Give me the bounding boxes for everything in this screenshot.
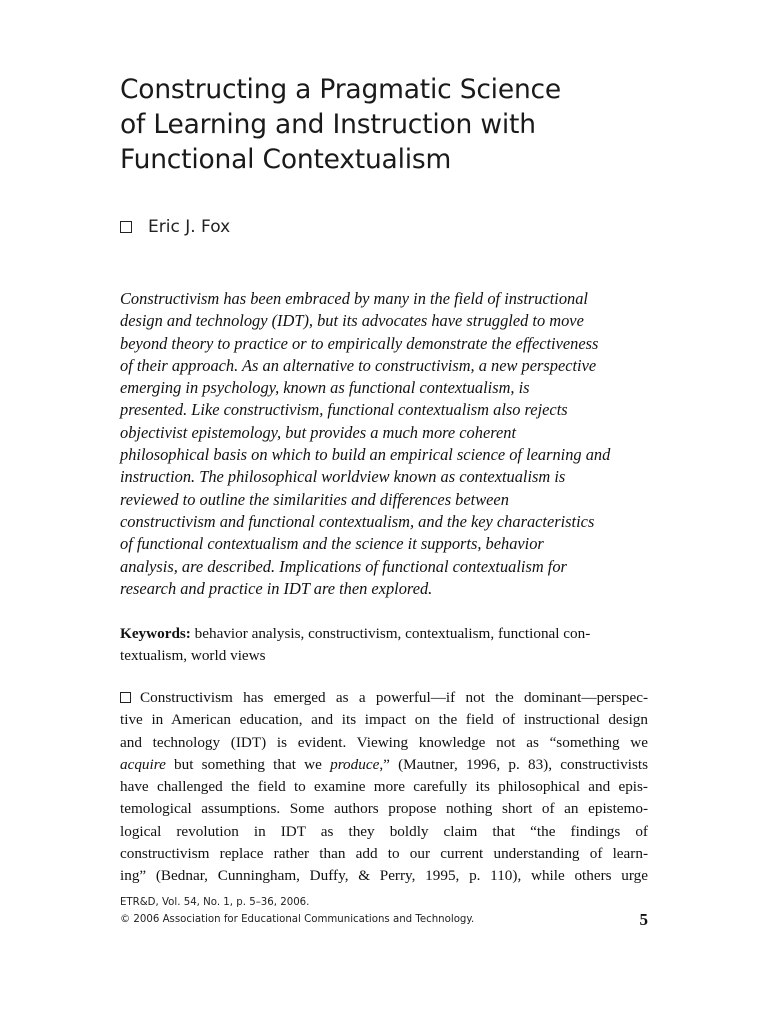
body-line: constructivism replace rather than add to our current understanding of learn-: [120, 845, 648, 863]
author-name: Eric J. Fox: [148, 217, 231, 237]
page-number: 5: [639, 910, 648, 929]
abstract: [120, 288, 640, 600]
title-line: Constructing a Pragmatic Science: [120, 74, 562, 105]
title-line: of Learning and Instruction with: [120, 109, 536, 140]
author-line: [120, 214, 230, 240]
abstract-line: beyond theory to practice or to empirically demonstrate the effectiveness: [120, 333, 599, 353]
journal-citation: ETR&D, Vol. 54, No. 1, p. 5–36, 2006.: [120, 897, 310, 908]
body-line: and technology (IDT) is evident. Viewing knowledge not as “something we: [120, 733, 648, 751]
square-bullet-icon: [120, 221, 132, 233]
emphasis: acquire: [120, 755, 166, 773]
abstract-line: Constructivism has been embraced by many in the field of instructional: [120, 289, 588, 308]
abstract-line: research and practice in IDT are then explored.: [120, 578, 433, 598]
abstract-line: emerging in psychology, known as functional contextualism, is: [120, 378, 530, 398]
abstract-line: instruction. The philosophical worldview known as contextualism is: [120, 467, 566, 487]
keywords: [120, 623, 650, 667]
body-paragraph: [120, 687, 648, 888]
body-line: logical revolution in IDT as they boldly claim that “the findings of: [120, 822, 648, 840]
journal-footer: [120, 894, 648, 928]
abstract-line: analysis, are described. Implications of functional contextualism for: [120, 556, 567, 576]
square-bullet-icon: [120, 692, 131, 703]
abstract-line: presented. Like constructivism, functional contextualism also rejects: [120, 400, 568, 420]
copyright-notice: © 2006 Association for Educational Communications and Technology.: [120, 914, 475, 925]
body-text: Constructivism has emerged as a powerful—if not the dominant—perspec-: [140, 689, 648, 706]
abstract-line: of their approach. As an alternative to constructivism, a new perspective: [120, 355, 597, 375]
keywords-text: behavior analysis, constructivism, contextualism, functional con-: [190, 625, 591, 642]
abstract-line: of functional contextualism and the science it supports, behavior: [120, 534, 544, 554]
body-line: tive in American education, and its impact on the field of instructional design: [120, 711, 648, 729]
abstract-line: constructivism and functional contextualism, and the key characteristics: [120, 511, 595, 531]
keywords-line: textualism, world views: [120, 647, 266, 664]
body-line: ing” (Bednar, Cunningham, Duffy, & Perry, 1995, p. 110), while others urge: [120, 867, 648, 885]
body-line: have challenged the field to examine more carefully its philosophical and epis-: [120, 778, 648, 796]
body-line: temological assumptions. Some authors propose nothing short of an epistemo-: [120, 800, 648, 818]
body-line: [120, 754, 648, 776]
emphasis: produce: [330, 755, 380, 773]
body-text: ,” (Mautner, 1996, p. 83), constructivists: [379, 755, 648, 773]
body-line: [120, 687, 648, 709]
keywords-line: [120, 623, 650, 645]
abstract-line: design and technology (IDT), but its advocates have struggled to move: [120, 311, 584, 331]
article-title: [120, 72, 680, 177]
abstract-line: reviewed to outline the similarities and differences between: [120, 489, 509, 509]
body-text: but something that we: [165, 755, 331, 773]
abstract-line: philosophical basis on which to build an empirical science of learning and: [120, 445, 611, 465]
title-line: Functional Contextualism: [120, 144, 452, 175]
abstract-line: objectivist epistemology, but provides a much more coherent: [120, 422, 517, 442]
keywords-label: Keywords:: [120, 625, 191, 642]
